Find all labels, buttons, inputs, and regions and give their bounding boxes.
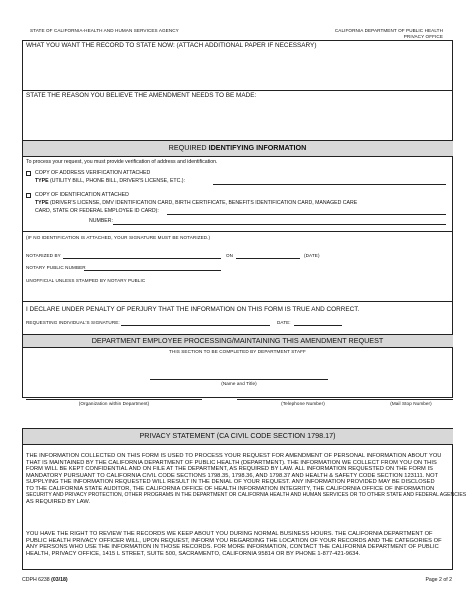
notary-public-number-field[interactable] [84, 270, 221, 271]
declaration-text: I DECLARE UNDER PENALTY OF PERJURY THAT THE INFORMATION ON THIS FORM IS TRUE AND CORRECT. [26, 306, 360, 313]
record-statement-label: WHAT YOU WANT THE RECORD TO STATE NOW: (ATTACH ADDITIONAL PAPER IF NECESSARY) [26, 42, 317, 49]
notarized-by-label: NOTARIZED BY [26, 253, 61, 258]
address-type-label [35, 178, 185, 184]
privacy-line: MANDATORY PURSUANT TO CALIFORNIA CIVIL CODE SECTIONS 1798.35, 1798.36, AND 1798.37 AND HEALTH & SAFETY CODE SECTION 123111. NOT [26, 472, 439, 479]
privacy-line: THE INFORMATION COLLECTED ON THIS FORM IS USED TO PROCESS YOUR REQUEST FOR AMENDMENT OF PERSONAL INFORMATION ABOUT YOU [26, 453, 442, 459]
department-line-1: CALIFORNIA DEPARTMENT OF PUBLIC HEALTH [334, 28, 443, 33]
identifying-instruction: To process your request, you must provide verification of address and identification. [26, 159, 218, 165]
number-label: NUMBER: [89, 218, 113, 224]
privacy-paragraph-1 [26, 453, 467, 505]
telephone-field[interactable] [237, 399, 369, 400]
name-title-field[interactable] [150, 379, 328, 380]
declaration-date-label: DATE: [277, 320, 291, 325]
department-name [243, 28, 443, 39]
form-number-date: (03/18) [51, 577, 68, 583]
privacy-line: YOU HAVE THE RIGHT TO REVIEW THE RECORDS WE KEEP ABOUT YOU DURING NORMAL BUSINESS HOURS. THE CALIFORNIA DEPARTMENT OF [26, 531, 433, 537]
address-verification-checkbox[interactable] [26, 171, 31, 176]
notary-public-number-label: NOTARY PUBLIC NUMBER [26, 265, 86, 270]
divider [22, 156, 453, 157]
privacy-line: PUBLIC HEALTH PRIVACY OFFICER WILL, UPON REQUEST, INFORM YOU REGARDING THE LOCATION OF YOUR RECORDS AND THE CATEGORIES OF [26, 537, 442, 544]
privacy-line: ANY PERSONS WHO USE THE INFORMATION IN THOSE RECORDS. FOR MORE INFORMATION, CONTACT THE CALIFORNIA DEPARTMENT OF PUBLIC [26, 544, 439, 551]
processing-subtitle: THIS SECTION TO BE COMPLETED BY DEPARTMENT STAFF [169, 349, 306, 354]
identifying-title-prefix: REQUIRED [168, 143, 209, 152]
identification-type-label [35, 200, 357, 206]
divider [22, 231, 453, 232]
address-type-field[interactable] [213, 184, 446, 185]
notary-note: (IF NO IDENTIFICATION IS ATTACHED, YOUR SIGNATURE MUST BE NOTARIZED.) [26, 235, 211, 240]
privacy-line: TO THE CALIFORNIA STATE AUDITOR, THE CALIFORNIA OFFICE OF HEALTH INFORMATION INTEGRITY, THE CALIFORNIA OFFICE OF INFORMATION [26, 485, 435, 492]
telephone-caption: (Telephone Number) [281, 401, 325, 406]
address-verification-label: COPY OF ADDRESS VERIFICATION ATTACHED [35, 170, 151, 176]
privacy-line: FORM WILL BE KEPT CONFIDENTIAL AND ON FILE AT THE DEPARTMENT, AS REQUIRED BY LAW. ALL INFORMATION REQUESTED ON THE FORM IS [26, 466, 433, 473]
notary-unofficial-note: UNOFFICIAL UNLESS STAMPED BY NOTARY PUBLIC [26, 278, 146, 283]
privacy-line: HEALTH, PRIVACY OFFICE, 1415 L STREET, SUITE 500, SACRAMENTO, CALIFORNIA 95814 OR BY PHONE 1-877-421-9634. [26, 550, 361, 557]
privacy-title: PRIVACY STATEMENT (CA CIVIL CODE SECTION 1798.17) [139, 431, 336, 440]
address-type-text: (UTILITY BILL, PHONE BILL, DRIVER'S LICENSE, ETC.): [48, 178, 185, 184]
identification-label: COPY OF IDENTIFICATION ATTACHED [35, 192, 129, 198]
identification-type-text: (DRIVER'S LICENSE, DMV IDENTIFICATION CARD, BIRTH CERTIFICATE, BENEFITS IDENTIFICATION CARD, MANAGED CARE [48, 200, 358, 206]
record-statement-field[interactable] [23, 51, 452, 89]
organization-field[interactable] [26, 399, 202, 400]
identification-type-field[interactable] [167, 214, 446, 215]
signature-field[interactable] [121, 325, 270, 326]
privacy-line: SUPPLYING THE INFORMATION REQUESTED WILL RESULT IN THE DENIAL OF YOUR REQUEST. ANY INFORMATION PROVIDED MAY BE DISCLOSED [26, 479, 435, 486]
name-title-caption: (Name and Title) [221, 381, 257, 386]
number-field[interactable] [113, 224, 446, 225]
department-line-2: PRIVACY OFFICE [403, 33, 443, 39]
divider [22, 347, 453, 348]
identifying-title-bold: IDENTIFYING INFORMATION [208, 143, 307, 152]
identification-checkbox[interactable] [26, 193, 31, 198]
on-label: ON [226, 253, 234, 258]
mail-stop-caption: (Mail Stop Number) [390, 401, 432, 406]
mail-stop-field[interactable] [369, 399, 453, 400]
form-number [22, 577, 68, 583]
privacy-line: AS REQUIRED BY LAW. [26, 498, 91, 505]
identifying-title [22, 144, 453, 152]
reason-field[interactable] [23, 101, 452, 139]
identification-type-bold: TYPE [35, 200, 49, 206]
processing-title: DEPARTMENT EMPLOYEE PROCESSING/MAINTAINING THIS AMENDMENT REQUEST [91, 336, 384, 345]
form-number-prefix: CDPH 6238 [22, 577, 52, 583]
divider [22, 444, 453, 445]
organization-caption: (Organization within Department) [78, 401, 150, 406]
divider [22, 90, 453, 91]
notary-date-field[interactable] [236, 258, 300, 259]
date-paren-label: (DATE) [304, 253, 320, 258]
declaration-date-field[interactable] [294, 325, 342, 326]
privacy-paragraph-2 [26, 531, 452, 557]
notarized-by-field[interactable] [63, 258, 221, 259]
privacy-line: THAT IS MAINTAINED BY THE CALIFORNIA DEPARTMENT OF PUBLIC HEALTH (DEPARTMENT). THE INFORMATION WE COLLECT FROM YOU ON THIS [26, 459, 437, 466]
agency-name: STATE OF CALIFORNIA-HEALTH AND HUMAN SERVICES AGENCY [30, 28, 179, 33]
privacy-line: SECURITY AND PRIVACY PROTECTION, OTHER PROGRAMS IN THE DEPARTMENT OR CALIFORNIA HEALTH AND HUMAN SERVICES OR TO OTHER STATE AND FEDERAL AGENCIES [26, 492, 467, 499]
reason-label: STATE THE REASON YOU BELIEVE THE AMENDMENT NEEDS TO BE MADE: [26, 92, 257, 99]
signature-label: REQUESTING INDIVIDUAL'S SIGNATURE: [26, 320, 120, 325]
identification-type-line2: CARD, STATE OR FEDERAL EMPLOYEE ID CARD): [35, 208, 159, 214]
address-type-bold: TYPE [35, 178, 49, 184]
divider [22, 301, 453, 302]
page-number: Page 2 of 2 [425, 577, 452, 583]
